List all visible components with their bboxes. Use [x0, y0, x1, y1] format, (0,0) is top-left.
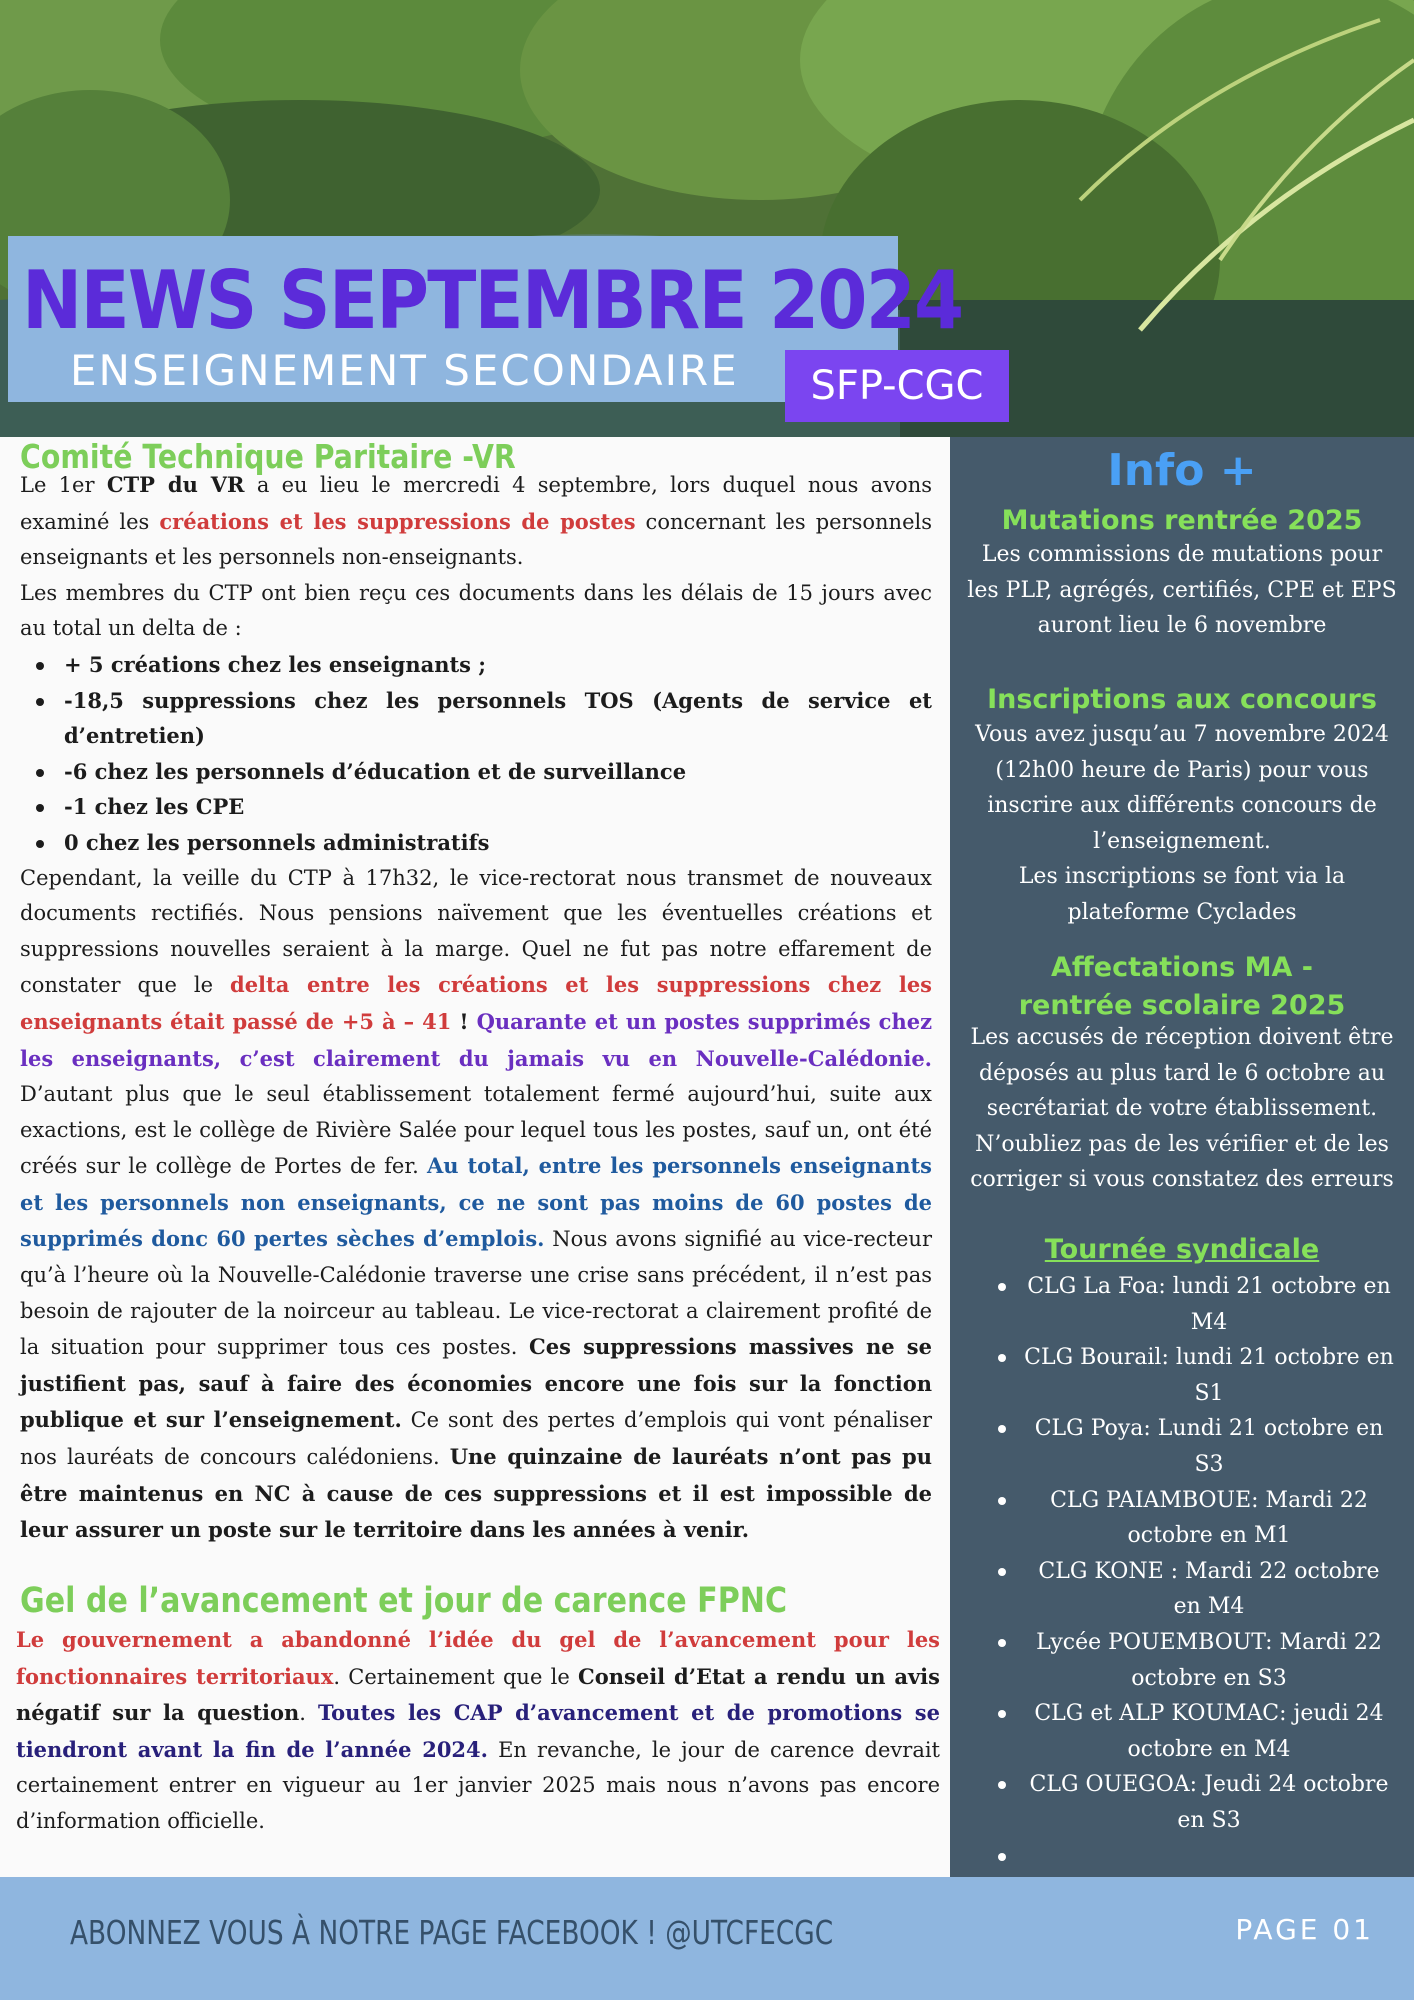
ctp-article	[20, 467, 932, 1549]
gel-heading: Gel de l’avancement et jour de carence FPNC	[20, 1581, 788, 1621]
text-run-bold: Une quinzaine de lauréats n’ont pas pu être maintenus en NC à cause de ces suppressions et il est impossible de leur assurer un poste sur le territoire dans les années à venir.	[20, 1444, 932, 1543]
list-item: -18,5 suppressions chez les personnels TOS (Agents de service et d’entretien)	[20, 683, 932, 754]
list-item: CLG KONE : Mardi 22 octobre en M4	[990, 1554, 1394, 1625]
text-run: a eu lieu le mercredi 4 septembre, lors duquel nous avons examiné les	[20, 473, 933, 534]
text-run-bold: Conseil d’Etat a rendu un avis négatif sur la question	[16, 1663, 940, 1726]
affectations-heading: Affectations MA - rentrée scolaire 2025	[1018, 952, 1346, 1021]
text-run: D’autant plus que le seul établissement totalement fermé aujourd’hui, suite aux exactions, est le collège de Rivière Salée pour lequel tous les postes, sauf un, ont été créés sur le collège de Portes de fer.	[20, 1082, 932, 1179]
text-run-blue: Au total, entre les personnels enseignants et les personnels non enseignants, ce ne sont pas moins de 60 postes de supprimés donc 60 pertes sèches d’emplois.	[20, 1153, 933, 1252]
text-run: En revanche, le jour de carence devrait certainement entrer en vigueur au 1er janvier 2025 mais nous n’avons pas encore d’information officielle.	[16, 1737, 940, 1833]
tournee-heading: Tournée syndicale	[1044, 1234, 1320, 1265]
brand-badge: SFP-CGC	[785, 350, 1009, 422]
list-item: + 5 créations chez les enseignants ;	[20, 647, 932, 683]
ctp-body	[20, 861, 932, 1549]
text-run: Le 1er	[20, 473, 107, 497]
main-column	[0, 437, 950, 1877]
gel-article	[16, 1622, 940, 1840]
list-item: CLG OUEGOA: Jeudi 24 octobre en S3	[990, 1767, 1394, 1838]
text-run: . Certainement que le	[333, 1664, 579, 1689]
list-item: CLG Bourail: lundi 21 octobre en S1	[990, 1340, 1394, 1411]
list-item: -1 chez les CPE	[20, 789, 932, 825]
text-run-red: delta entre les créations et les suppressions chez les enseignants était passé de +5 à – 41	[20, 972, 932, 1034]
info-sidebar	[950, 437, 1414, 1877]
header-photo	[0, 0, 1414, 437]
text-run: concernant les personnels enseignants et les personnels non-enseignants.	[20, 509, 932, 570]
text-run-bold: !	[451, 1008, 477, 1034]
text-run-red: créations et les suppressions de postes	[159, 508, 636, 534]
sidebar-title: Info +	[1107, 445, 1257, 496]
ctp-heading: Comité Technique Paritaire -VR	[20, 437, 516, 476]
tournee-list	[990, 1269, 1394, 1875]
text-run-bold: CTP du VR	[106, 472, 245, 497]
ctp-bullet-list	[20, 647, 932, 861]
list-item: -6 chez les personnels d’éducation et de surveillance	[20, 754, 932, 790]
mutations-text: Les commissions de mutations pour les PLP, agrégés, certifiés, CPE et EPS auront lieu le 6 novembre	[967, 542, 1397, 639]
concours-text: Vous avez jusqu’au 7 novembre 2024 (12h00 heure de Paris) pour vous inscrire aux différents concours de l’enseignement.	[975, 722, 1389, 854]
text-run: .	[299, 1701, 318, 1726]
page-title: NEWS SEPTEMBRE 2024	[22, 254, 963, 347]
text-run-navy: Toutes les CAP d’avancement et de promotions se tiendront avant la fin de l’année 2024.	[16, 1700, 940, 1762]
text-run: Ce sont des pertes d’emplois qui vont pénaliser nos lauréats de concours calédoniens.	[20, 1408, 933, 1470]
list-item: CLG et ALP KOUMAC: jeudi 24 octobre en M4	[990, 1696, 1394, 1767]
list-item: CLG PAIAMBOUE: Mardi 22 octobre en M1	[990, 1483, 1394, 1554]
gel-body	[16, 1622, 940, 1840]
text-run-bold: Ces suppressions massives ne se justifient pas, sauf à faire des économies encore une fois sur la fonction publique et sur l’enseignement.	[20, 1334, 932, 1433]
page-number: PAGE 01	[1235, 1913, 1374, 1946]
list-item: CLG La Foa: lundi 21 octobre en M4	[990, 1269, 1394, 1340]
text-run-purple: Quarante et un postes supprimés chez les enseignants, c’est clairement du jamais vu en Nouvelle-Calédonie.	[20, 1008, 932, 1071]
text-run: Cependant, la veille du CTP à 17h32, le vice-rectorat nous transmet de nouveaux documents rectifiés. Nous pensions naïvement que les éventuelles créations et suppressions nouvelles seraient à la marge. Quel ne fut pas notre effarement de constater que le	[20, 865, 932, 998]
page-subtitle: ENSEIGNEMENT SECONDAIRE	[70, 346, 739, 395]
text-run-red: Le gouvernement a abandonné l’idée du gel de l’avancement pour les fonctionnaires territoriaux	[16, 1627, 940, 1689]
text-run: Nous avons signifié au vice-recteur qu’à l’heure où la Nouvelle-Calédonie traverse une crise sans précédent, il n’est pas besoin de rajouter de la noirceur au tableau. Le vice-rectorat a clairement profité de la situation pour supprimer tous ces postes.	[20, 1227, 932, 1360]
list-item: 0 chez les personnels administratifs	[20, 825, 932, 861]
footer	[0, 1877, 1414, 2000]
ctp-intro-2: Les membres du CTP ont bien reçu ces documents dans les délais de 15 jours avec au total un delta de :	[20, 580, 932, 641]
concours-text-2: Les inscriptions se font via la plateforme Cyclades	[1018, 864, 1346, 925]
facebook-link[interactable]: ABONNEZ VOUS À NOTRE PAGE FACEBOOK ! @UTCFECGC	[70, 1913, 834, 1952]
list-item-empty	[990, 1839, 1394, 1875]
list-item: CLG Poya: Lundi 21 octobre en S3	[990, 1411, 1394, 1482]
list-item: Lycée POUEMBOUT: Mardi 22 octobre en S3	[990, 1625, 1394, 1696]
mutations-heading: Mutations rentrée 2025	[1001, 505, 1363, 536]
ctp-intro	[20, 467, 932, 576]
concours-heading: Inscriptions aux concours	[987, 684, 1377, 715]
affectations-text: Les accusés de réception doivent être déposés au plus tard le 6 octobre au secrétariat de votre établissement. N’oubliez pas de les vérifier et de les corriger si vous constatez des erreurs	[970, 1025, 1394, 1193]
